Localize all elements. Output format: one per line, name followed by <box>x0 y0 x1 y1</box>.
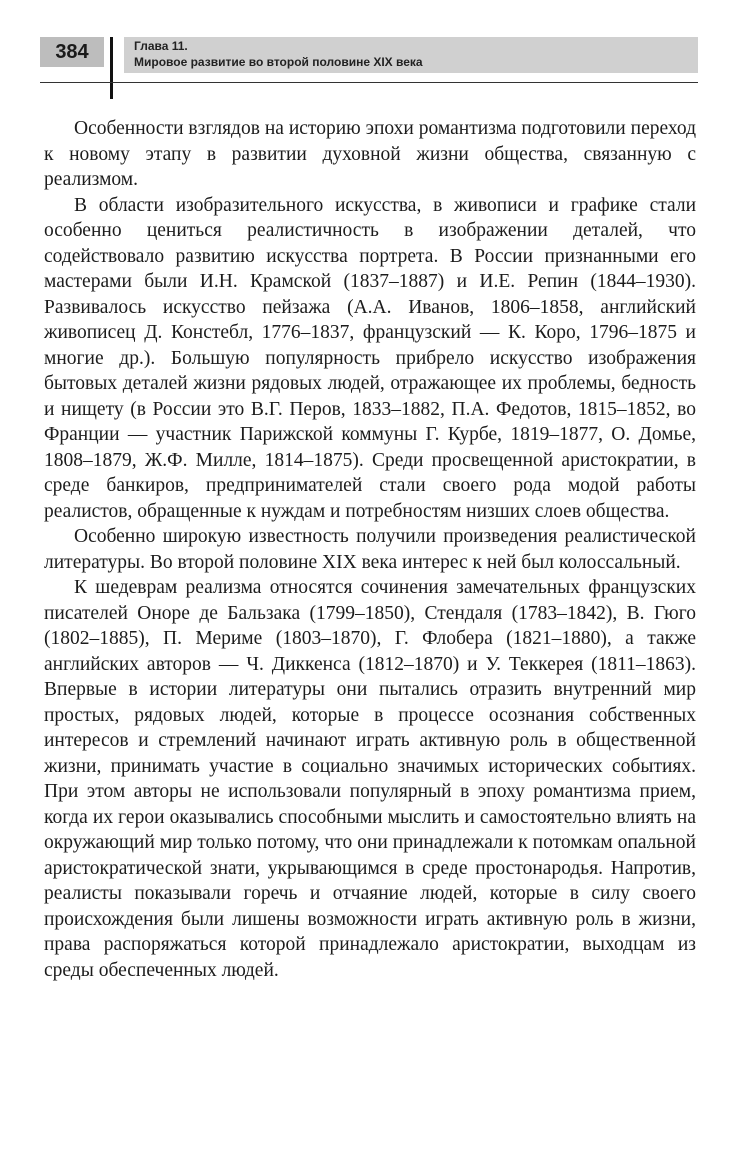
paragraph: Особенно широкую известность получили произведения реалистической литературы. Во второй половине XIX века интерес к ней был колоссальный. <box>44 526 696 573</box>
chapter-title: Мировое развитие во второй половине XIX века <box>134 55 423 69</box>
page-number: 384 <box>40 37 104 67</box>
chapter-label: Глава 11. <box>134 39 188 53</box>
header-divider <box>110 37 113 99</box>
paragraph: К шедеврам реализма относятся сочинения замечательных французских писателей Оноре де Бальзака (1799–1850), Стендаля (1783–1842), В. Гюго (1802–1885), П. Мериме (1803–1870), Г. Флобера (1821–1880), а также английских авторов — Ч. Диккенса (1812–1870) и У. Теккерея (1811–1863). Впервые в истории литературы они пытались отразить внутренний мир простых, рядовых людей, которые в процессе осознания собственных интересов и стремлений начинают играть активную роль в общественной жизни, принимать участие в социально значимых исторических событиях. При этом авторы не использовали популярный в эпоху романтизма прием, когда их герои оказывались способными мыслить и самостоятельно влиять на окружающий мир только потому, что они принадлежали к потомкам опальной аристократической знати, укрывающимся в среде простонародья. Напротив, реалисты показывали горечь и отчаяние людей, которые в силу своего происхождения были лишены возможности играть активную роль в жизни, права распоряжаться которой принадлежало аристократии, выходцам из среды обеспеченных людей. <box>44 577 696 981</box>
page-body <box>44 116 696 983</box>
paragraph: В области изобразительного искусства, в живописи и графике стали особенно цениться реалистичность в изображении деталей, что содействовало развитию искусства портрета. В России признанными его мастерами были И.Н. Крамской (1837–1887) и И.Е. Репин (1844–1930). Развивалось искусство пейзажа (А.А. Иванов, 1806–1858, английский живописец Д. Констебл, 1776–1837, французский — К. Коро, 1796–1875 и многие др.). Большую популярность прибрело искусство изображения бытовых деталей жизни рядовых людей, отражающее их проблемы, бедность и нищету (в России это В.Г. Перов, 1833–1882, П.А. Федотов, 1815–1852, во Франции — участник Парижской коммуны Г. Курбе, 1819–1877, О. Домье, 1808–1879, Ж.Ф. Милле, 1814–1875). Среди просвещенной аристократии, в среде банкиров, предпринимателей стали своего рода модой работы реалистов, обращенные к нуждам и потребностям низших слоев общества. <box>44 194 696 522</box>
page-header <box>40 37 698 81</box>
paragraph: Особенности взглядов на историю эпохи романтизма подготовили переход к новому этапу в развитии духовной жизни общества, связанную с реализмом. <box>44 118 696 190</box>
header-rule <box>40 82 698 83</box>
